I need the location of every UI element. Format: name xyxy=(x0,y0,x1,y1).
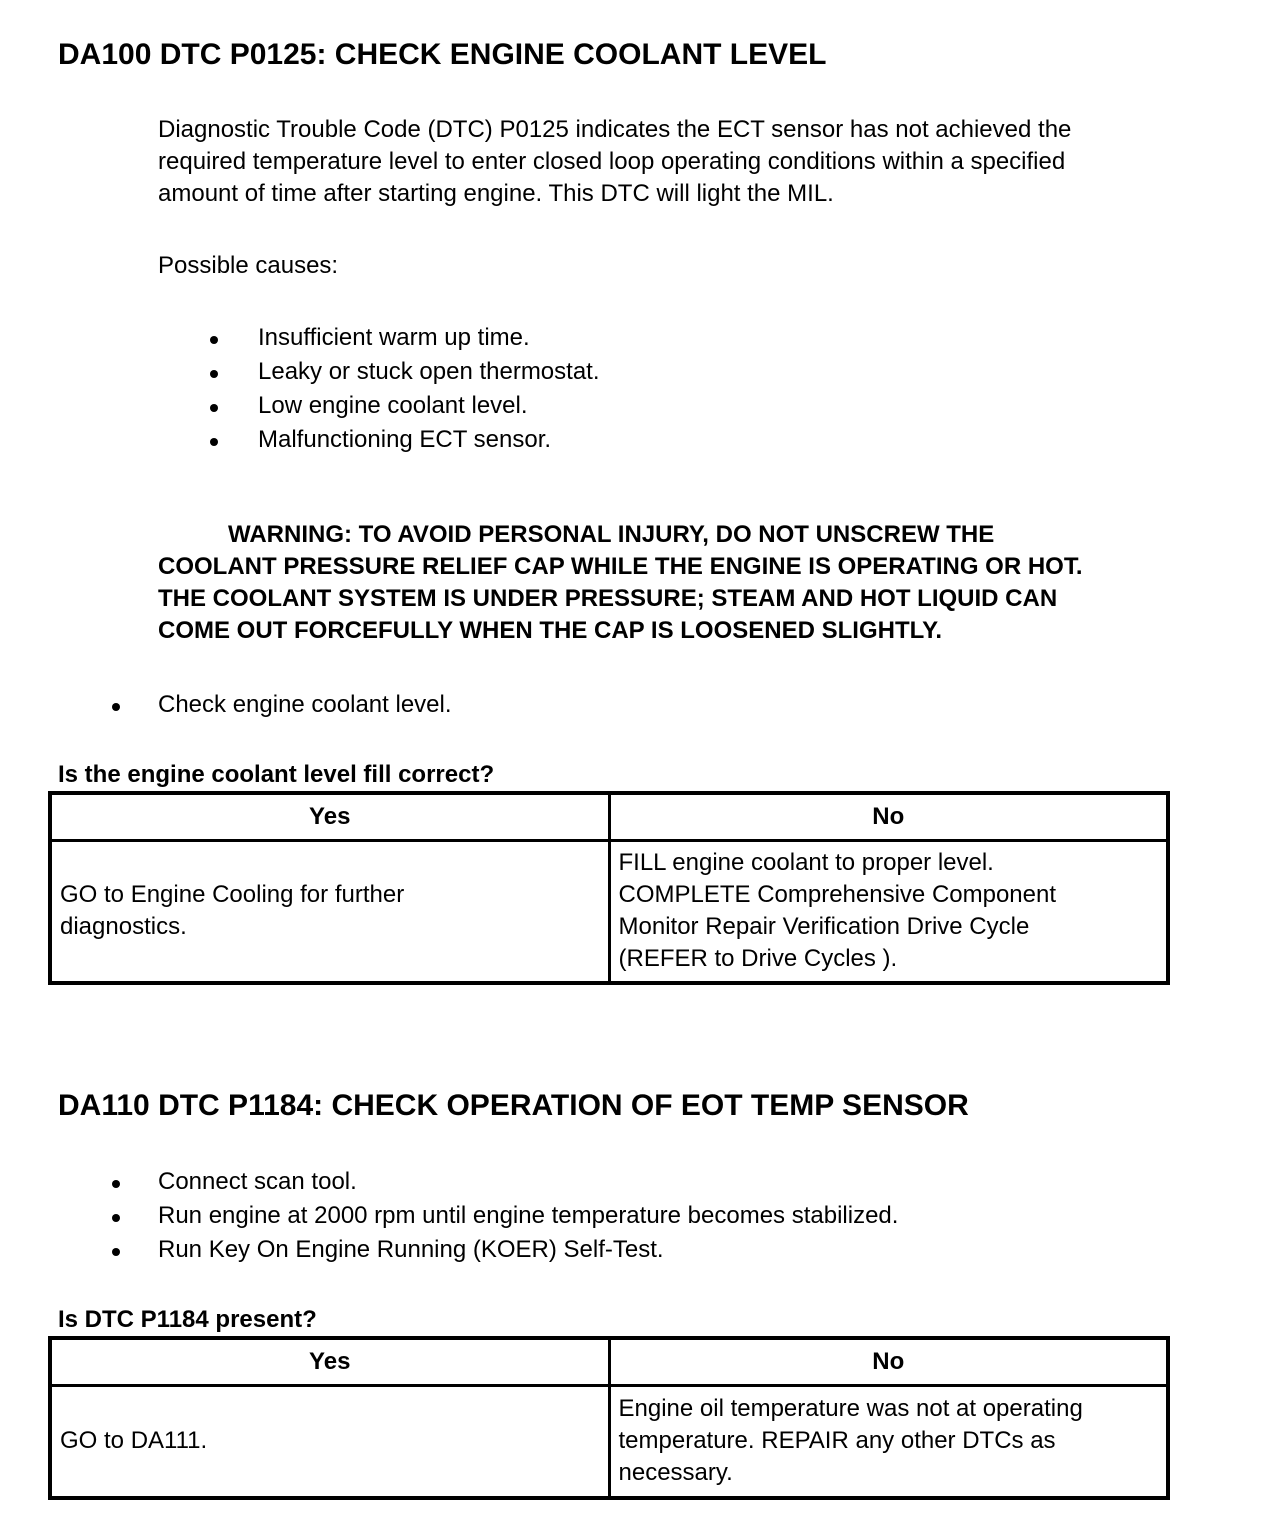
cell-yes: GO to Engine Cooling for further diagnostics. xyxy=(50,841,609,983)
bullet-icon xyxy=(210,336,218,344)
table-header-row xyxy=(50,793,1168,841)
bullet-icon xyxy=(112,1214,120,1222)
header-yes: Yes xyxy=(50,793,609,841)
table-header-row xyxy=(50,1338,1168,1386)
table-row xyxy=(50,1386,1168,1498)
bullet-icon xyxy=(210,438,218,446)
warning-line: THE COOLANT SYSTEM IS UNDER PRESSURE; STEAM AND HOT LIQUID CAN xyxy=(158,585,1058,612)
warning-line: WARNING: TO AVOID PERSONAL INJURY, DO NOT UNSCREW THE xyxy=(228,521,995,548)
header-no: No xyxy=(609,1338,1168,1386)
section-title-da110: DA110 DTC P1184: CHECK OPERATION OF EOT TEMP SENSOR xyxy=(58,1089,969,1122)
header-no: No xyxy=(609,793,1168,841)
bullet-icon xyxy=(210,404,218,412)
cell-no: FILL engine coolant to proper level. COMPLETE Comprehensive Component Monitor Repair Verification Drive Cycle (REFER to Drive Cycles ). xyxy=(609,841,1168,983)
description-line: required temperature level to enter closed loop operating conditions within a specified xyxy=(158,148,1066,175)
bullet-icon xyxy=(210,370,218,378)
cell-yes: GO to DA111. xyxy=(50,1386,609,1498)
cell-no: Engine oil temperature was not at operating temperature. REPAIR any other DTCs as necessary. xyxy=(609,1386,1168,1498)
result-table-da110 xyxy=(48,1336,1170,1500)
description-line: Diagnostic Trouble Code (DTC) P0125 indicates the ECT sensor has not achieved the xyxy=(158,116,1072,143)
warning-line: COME OUT FORCEFULLY WHEN THE CAP IS LOOSENED SLIGHTLY. xyxy=(158,617,943,644)
section-title-da100: DA100 DTC P0125: CHECK ENGINE COOLANT LEVEL xyxy=(58,38,827,71)
bullet-icon xyxy=(112,1180,120,1188)
bullet-icon xyxy=(112,1248,120,1256)
dtc-description xyxy=(158,114,1258,210)
question-coolant-level: Is the engine coolant level fill correct? xyxy=(58,761,495,788)
description-line: amount of time after starting engine. This DTC will light the MIL. xyxy=(158,180,834,207)
table-row xyxy=(50,841,1168,983)
result-table-da100 xyxy=(48,791,1170,985)
question-p1184: Is DTC P1184 present? xyxy=(58,1306,317,1333)
warning-line: COOLANT PRESSURE RELIEF CAP WHILE THE ENGINE IS OPERATING OR HOT. xyxy=(158,553,1083,580)
possible-causes-label: Possible causes: xyxy=(158,252,339,279)
bullet-icon xyxy=(112,703,120,711)
header-yes: Yes xyxy=(50,1338,609,1386)
warning-block xyxy=(158,519,1268,647)
